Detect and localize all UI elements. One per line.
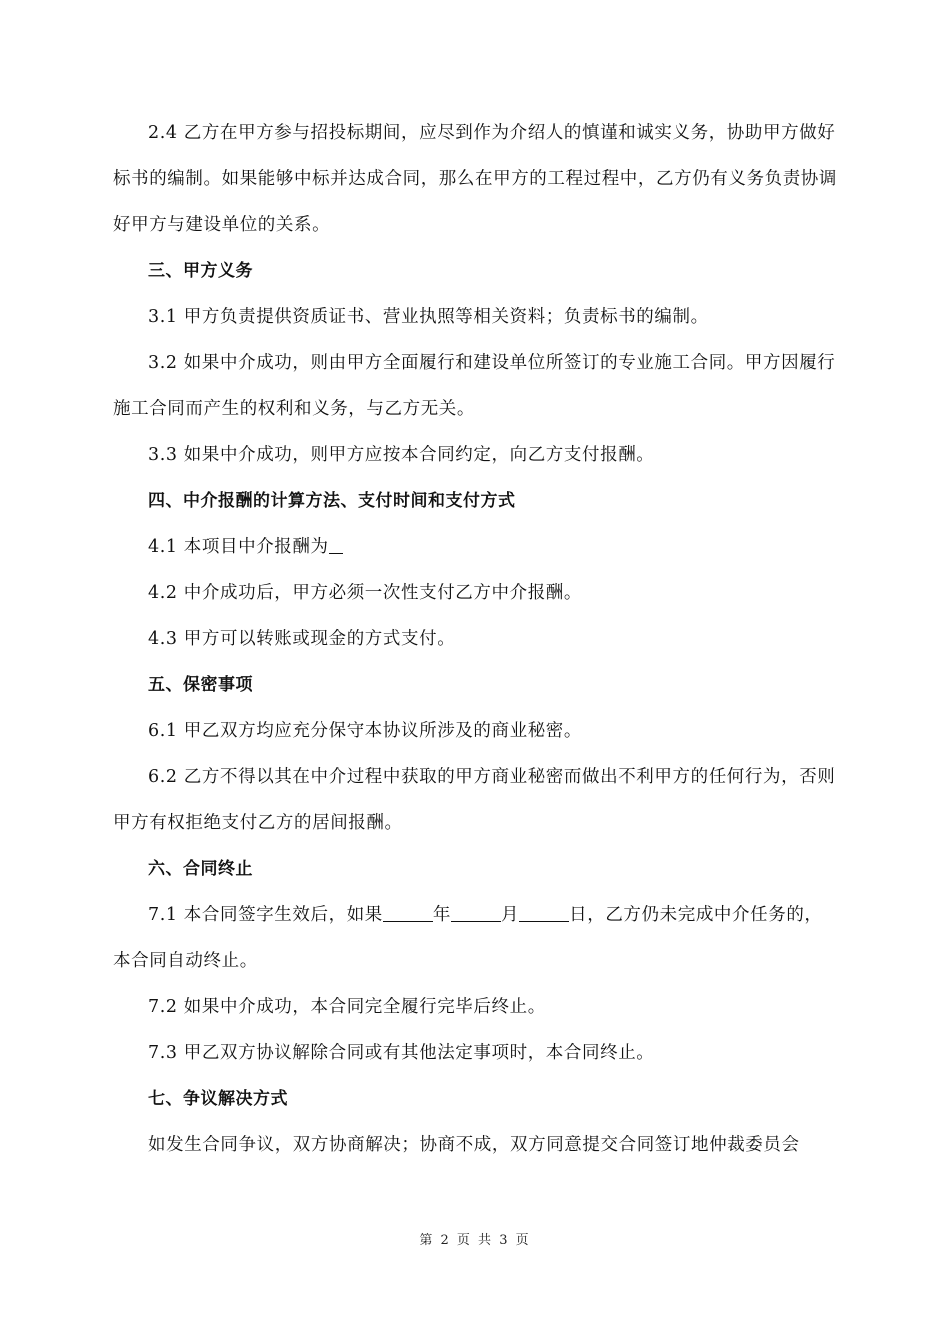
section-heading-6: 六、合同终止: [148, 859, 253, 879]
page-footer: 第 2 页 共 3 页: [419, 1233, 531, 1248]
dispute-clause: 如发生合同争议，双方协商解决；协商不成，双方同意提交合同签订地仲裁委员会: [148, 1135, 800, 1155]
clause-7-2: 7.2 如果中介成功，本合同完全履行完毕后终止。: [148, 997, 546, 1017]
clause-6-1: 6.1 甲乙双方均应充分保守本协议所涉及的商业秘密。: [148, 721, 582, 741]
fee-blank: [329, 535, 343, 554]
year-blank: [383, 903, 433, 922]
clause-7-1-lead: 7.1 本合同签字生效后，如果: [148, 905, 383, 925]
month-label: 月: [501, 905, 520, 925]
section-heading-7: 七、争议解决方式: [148, 1089, 288, 1109]
clause-4-3: 4.3 甲方可以转账或现金的方式支付。: [148, 629, 456, 649]
clause-3-2: 3.2 如果中介成功，则由甲方全面履行和建设单位所签订的专业施工合同。甲方因履行施工合同而产生的权利和义务，与乙方无关。: [113, 353, 836, 419]
clause-7-1: [113, 892, 838, 984]
section-heading-4: 四、中介报酬的计算方法、支付时间和支付方式: [148, 491, 516, 511]
section-heading-3: 三、甲方义务: [148, 261, 253, 281]
month-blank: [451, 903, 501, 922]
clause-4-2: 4.2 中介成功后，甲方必须一次性支付乙方中介报酬。: [148, 583, 582, 603]
clause-7-1-tail: 日，乙方仍未完成中介任务的，本合同自动终止。: [113, 905, 823, 971]
clause-4-1-text: 4.1 本项目中介报酬为: [148, 537, 329, 557]
document-body: [113, 110, 838, 1168]
clause-3-3: 3.3 如果中介成功，则甲方应按本合同约定，向乙方支付报酬。: [148, 445, 655, 465]
clause-7-3: 7.3 甲乙双方协议解除合同或有其他法定事项时，本合同终止。: [148, 1043, 655, 1063]
year-label: 年: [432, 905, 452, 925]
clause-3-1: 3.1 甲方负责提供资质证书、营业执照等相关资料；负责标书的编制。: [148, 307, 709, 327]
day-blank: [519, 903, 569, 922]
clause-2-4: 2.4 乙方在甲方参与招投标期间，应尽到作为介绍人的慎谨和诚实义务，协助甲方做好标书的编制。如果能够中标并达成合同，那么在甲方的工程过程中，乙方仍有义务负责协调好甲方与建设单位的关系。: [113, 123, 837, 235]
clause-6-2: 6.2 乙方不得以其在中介过程中获取的甲方商业秘密而做出不利甲方的任何行为，否则甲方有权拒绝支付乙方的居间报酬。: [113, 767, 836, 833]
section-heading-5: 五、保密事项: [148, 675, 253, 695]
clause-4-1: [113, 524, 838, 570]
